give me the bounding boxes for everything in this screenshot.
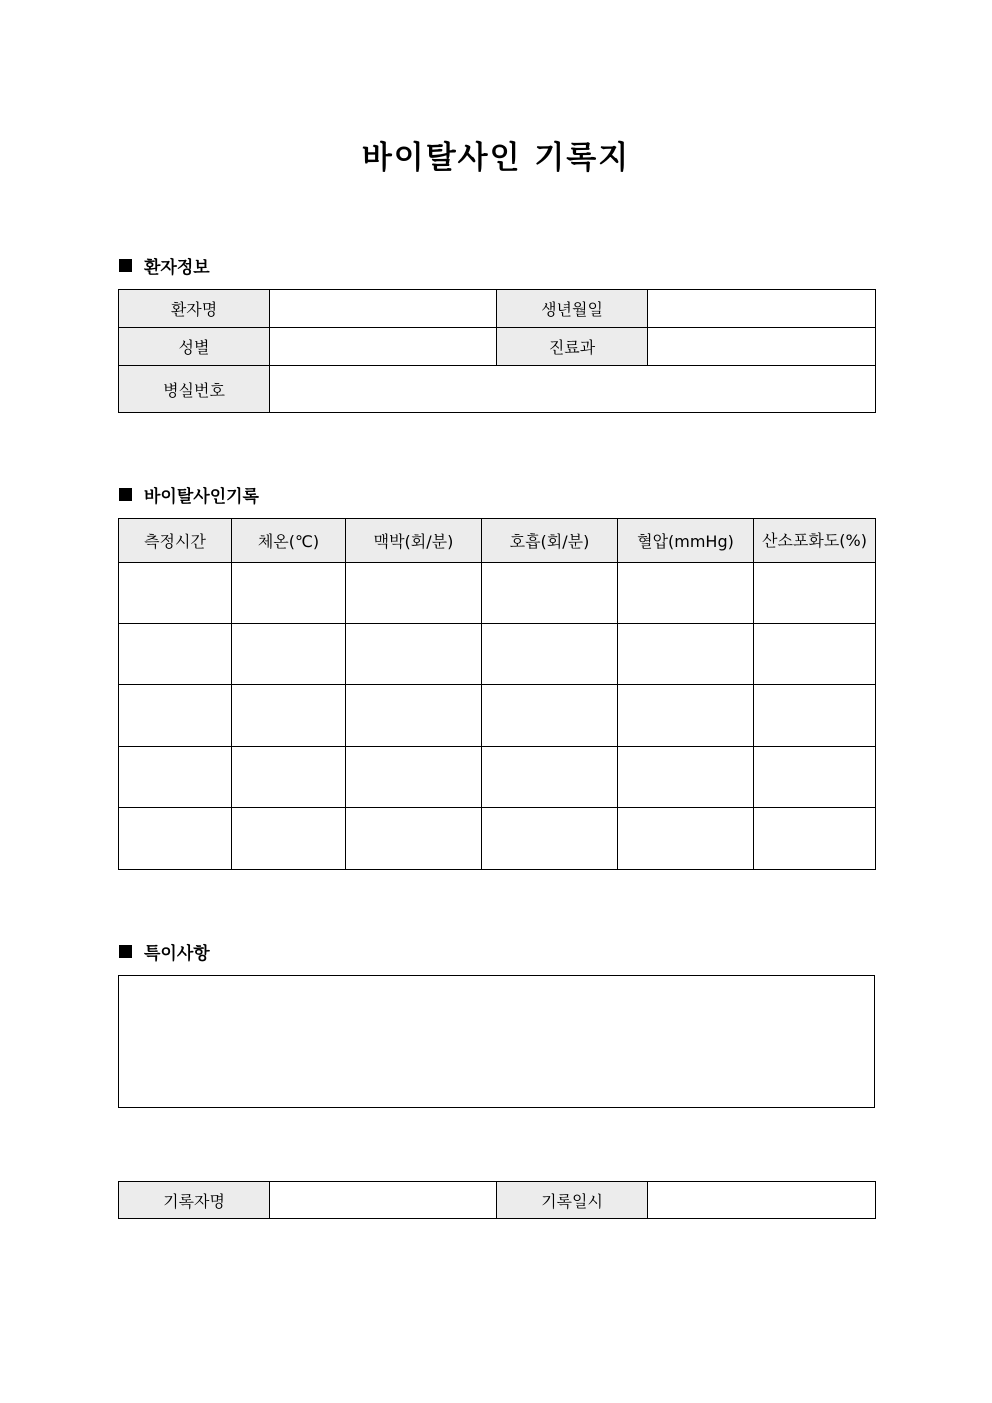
oxygen-saturation-cell[interactable] [754, 624, 876, 685]
notes-heading [119, 939, 210, 963]
oxygen-saturation-cell[interactable] [754, 808, 876, 870]
pulse-cell[interactable] [346, 563, 482, 624]
vitals-heading-text: 바이탈사인기록 [144, 486, 259, 507]
notes-textarea[interactable] [118, 975, 875, 1108]
col-header-blood-pressure: 혈압(mmHg) [618, 519, 754, 563]
recorder-name-label: 기록자명 [119, 1182, 270, 1219]
square-bullet-icon [119, 945, 132, 958]
blood-pressure-cell[interactable] [618, 747, 754, 808]
birth-date-label: 생년월일 [497, 290, 648, 328]
square-bullet-icon [119, 488, 132, 501]
table-row [119, 563, 876, 624]
patient-info-heading [119, 253, 210, 277]
time-cell[interactable] [119, 563, 232, 624]
time-cell[interactable] [119, 808, 232, 870]
respiration-cell[interactable] [482, 808, 618, 870]
col-header-time: 측정시간 [119, 519, 232, 563]
pulse-cell[interactable] [346, 808, 482, 870]
blood-pressure-cell[interactable] [618, 808, 754, 870]
time-cell[interactable] [119, 747, 232, 808]
pulse-cell[interactable] [346, 624, 482, 685]
recorder-name-field[interactable] [270, 1182, 497, 1219]
temperature-cell[interactable] [232, 747, 346, 808]
record-datetime-label: 기록일시 [497, 1182, 648, 1219]
temperature-cell[interactable] [232, 624, 346, 685]
sex-label: 성별 [119, 328, 270, 366]
patient-name-label: 환자명 [119, 290, 270, 328]
sex-field[interactable] [270, 328, 497, 366]
oxygen-saturation-cell[interactable] [754, 563, 876, 624]
notes-heading-text: 특이사항 [144, 943, 210, 964]
respiration-cell[interactable] [482, 563, 618, 624]
table-row [119, 685, 876, 747]
temperature-cell[interactable] [232, 685, 346, 747]
vitals-heading [119, 482, 259, 506]
respiration-cell[interactable] [482, 685, 618, 747]
record-datetime-field[interactable] [648, 1182, 876, 1219]
respiration-cell[interactable] [482, 624, 618, 685]
col-header-respiration: 호흡(회/분) [482, 519, 618, 563]
col-header-pulse: 맥박(회/분) [346, 519, 482, 563]
birth-date-field[interactable] [648, 290, 876, 328]
pulse-cell[interactable] [346, 685, 482, 747]
time-cell[interactable] [119, 685, 232, 747]
blood-pressure-cell[interactable] [618, 563, 754, 624]
patient-info-table [118, 289, 876, 413]
respiration-cell[interactable] [482, 747, 618, 808]
oxygen-saturation-cell[interactable] [754, 747, 876, 808]
table-row [119, 747, 876, 808]
col-header-temperature: 체온(℃) [232, 519, 346, 563]
vitals-table [118, 518, 876, 870]
table-row [119, 624, 876, 685]
blood-pressure-cell[interactable] [618, 685, 754, 747]
patient-name-field[interactable] [270, 290, 497, 328]
temperature-cell[interactable] [232, 563, 346, 624]
patient-info-heading-text: 환자정보 [144, 257, 210, 278]
recorder-table [118, 1181, 876, 1219]
room-number-label: 병실번호 [119, 366, 270, 413]
room-number-field[interactable] [270, 366, 876, 413]
temperature-cell[interactable] [232, 808, 346, 870]
department-field[interactable] [648, 328, 876, 366]
col-header-oxygen-saturation: 산소포화도(%) [754, 519, 876, 563]
page-title: 바이탈사인 기록지 [361, 140, 631, 176]
department-label: 진료과 [497, 328, 648, 366]
blood-pressure-cell[interactable] [618, 624, 754, 685]
oxygen-saturation-cell[interactable] [754, 685, 876, 747]
pulse-cell[interactable] [346, 747, 482, 808]
time-cell[interactable] [119, 624, 232, 685]
table-row [119, 808, 876, 870]
square-bullet-icon [119, 259, 132, 272]
